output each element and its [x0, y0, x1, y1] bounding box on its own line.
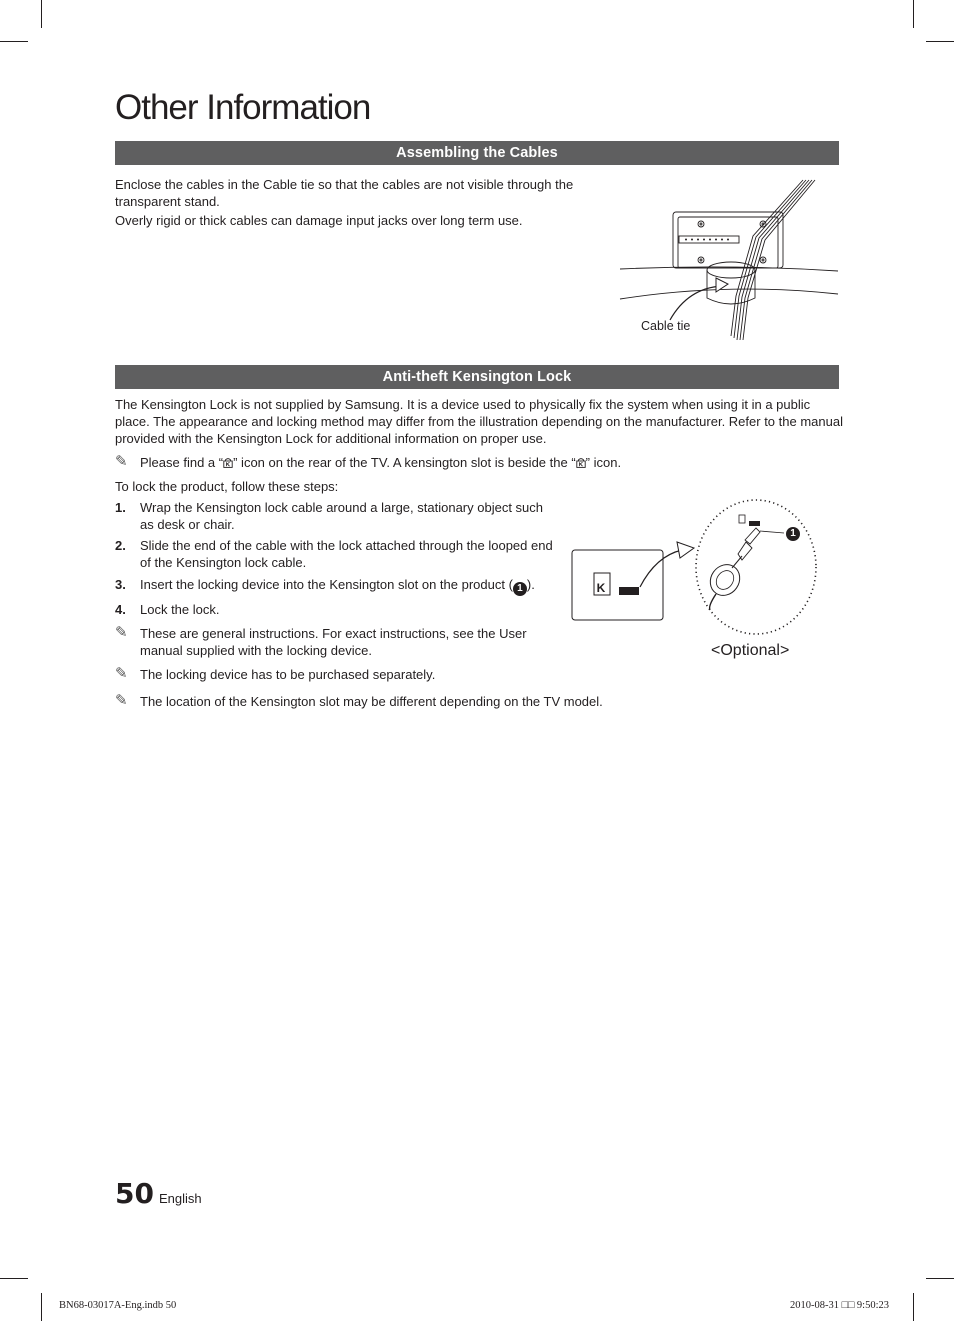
- step-text: Insert the locking device into the Kensington slot on the product (: [140, 577, 513, 592]
- footer-file-name: BN68-03017A-Eng.indb 50: [59, 1300, 177, 1311]
- crop-mark: [0, 41, 28, 42]
- crop-mark: [0, 1278, 28, 1279]
- step-text: ).: [526, 577, 535, 592]
- crop-mark: [913, 1293, 914, 1321]
- step-number: 4.: [115, 602, 126, 617]
- step-text: Wrap the Kensington lock cable around a large, stationary object such as desk or chair.: [140, 500, 543, 532]
- page-title: Other Information: [115, 88, 371, 127]
- cables-paragraph-1: Enclose the cables in the Cable tie so that the cables are not visible through the transparent stand.: [115, 177, 574, 209]
- step-text: Lock the lock.: [140, 602, 220, 617]
- section-heading-kensington-lock: Anti-theft Kensington Lock: [115, 365, 839, 389]
- note-pencil-icon: ✎: [115, 624, 128, 641]
- step-number: 1.: [115, 500, 126, 515]
- kensington-lock-icon: [223, 457, 233, 468]
- crop-mark: [913, 0, 914, 28]
- note-general-instructions: These are general instructions. For exact instructions, see the User manual supplied with the locking device.: [140, 626, 527, 658]
- page-language: English: [159, 1191, 202, 1206]
- kensington-intro-paragraph: The Kensington Lock is not supplied by Samsung. It is a device used to physically fix the system when using it in a public place. The appearance and locking method may differ from the illustration depending on the manufacturer. Refer to the manual provided with the Kensington Lock for additional information on proper use.: [115, 397, 843, 446]
- note-pencil-icon: ✎: [115, 453, 128, 470]
- cables-paragraph-2: Overly rigid or thick cables can damage input jacks over long term use.: [115, 213, 523, 228]
- note-slot-location: The location of the Kensington slot may be different depending on the TV model.: [140, 694, 603, 709]
- step-marker-badge: 1: [513, 582, 527, 596]
- step-number: 3.: [115, 577, 126, 592]
- section-heading-assembling-cables: Assembling the Cables: [115, 141, 839, 165]
- crop-mark: [926, 1278, 954, 1279]
- note-pencil-icon: ✎: [115, 665, 128, 682]
- crop-mark: [41, 0, 42, 28]
- note-find-kensington-icon: Please find a “ ” icon on the rear of the TV. A kensington slot is beside the “ ” icon.: [140, 455, 622, 470]
- step-number: 2.: [115, 538, 126, 553]
- kensington-lock-illustration: [570, 498, 824, 640]
- note-pencil-icon: ✎: [115, 692, 128, 709]
- steps-intro: To lock the product, follow these steps:: [115, 479, 339, 494]
- cable-tie-label: Cable tie: [641, 319, 691, 333]
- steps-list: [115, 499, 560, 618]
- figure-caption-optional: <Optional>: [711, 642, 790, 659]
- step-text: Slide the end of the cable with the lock attached through the looped end of the Kensington lock cable.: [140, 538, 553, 570]
- crop-mark: [41, 1293, 42, 1321]
- list-item: [115, 576, 560, 596]
- list-item: [115, 499, 560, 533]
- kensington-lock-icon: [576, 457, 586, 468]
- note-purchase-separately: The locking device has to be purchased separately.: [140, 667, 436, 682]
- footer-timestamp: 2010-08-31 □□ 9:50:23: [790, 1300, 890, 1311]
- crop-mark: [926, 41, 954, 42]
- list-item: [115, 537, 560, 571]
- page-number: 50: [115, 1177, 154, 1210]
- list-item: [115, 601, 560, 618]
- figure-marker-badge: 1: [786, 527, 800, 541]
